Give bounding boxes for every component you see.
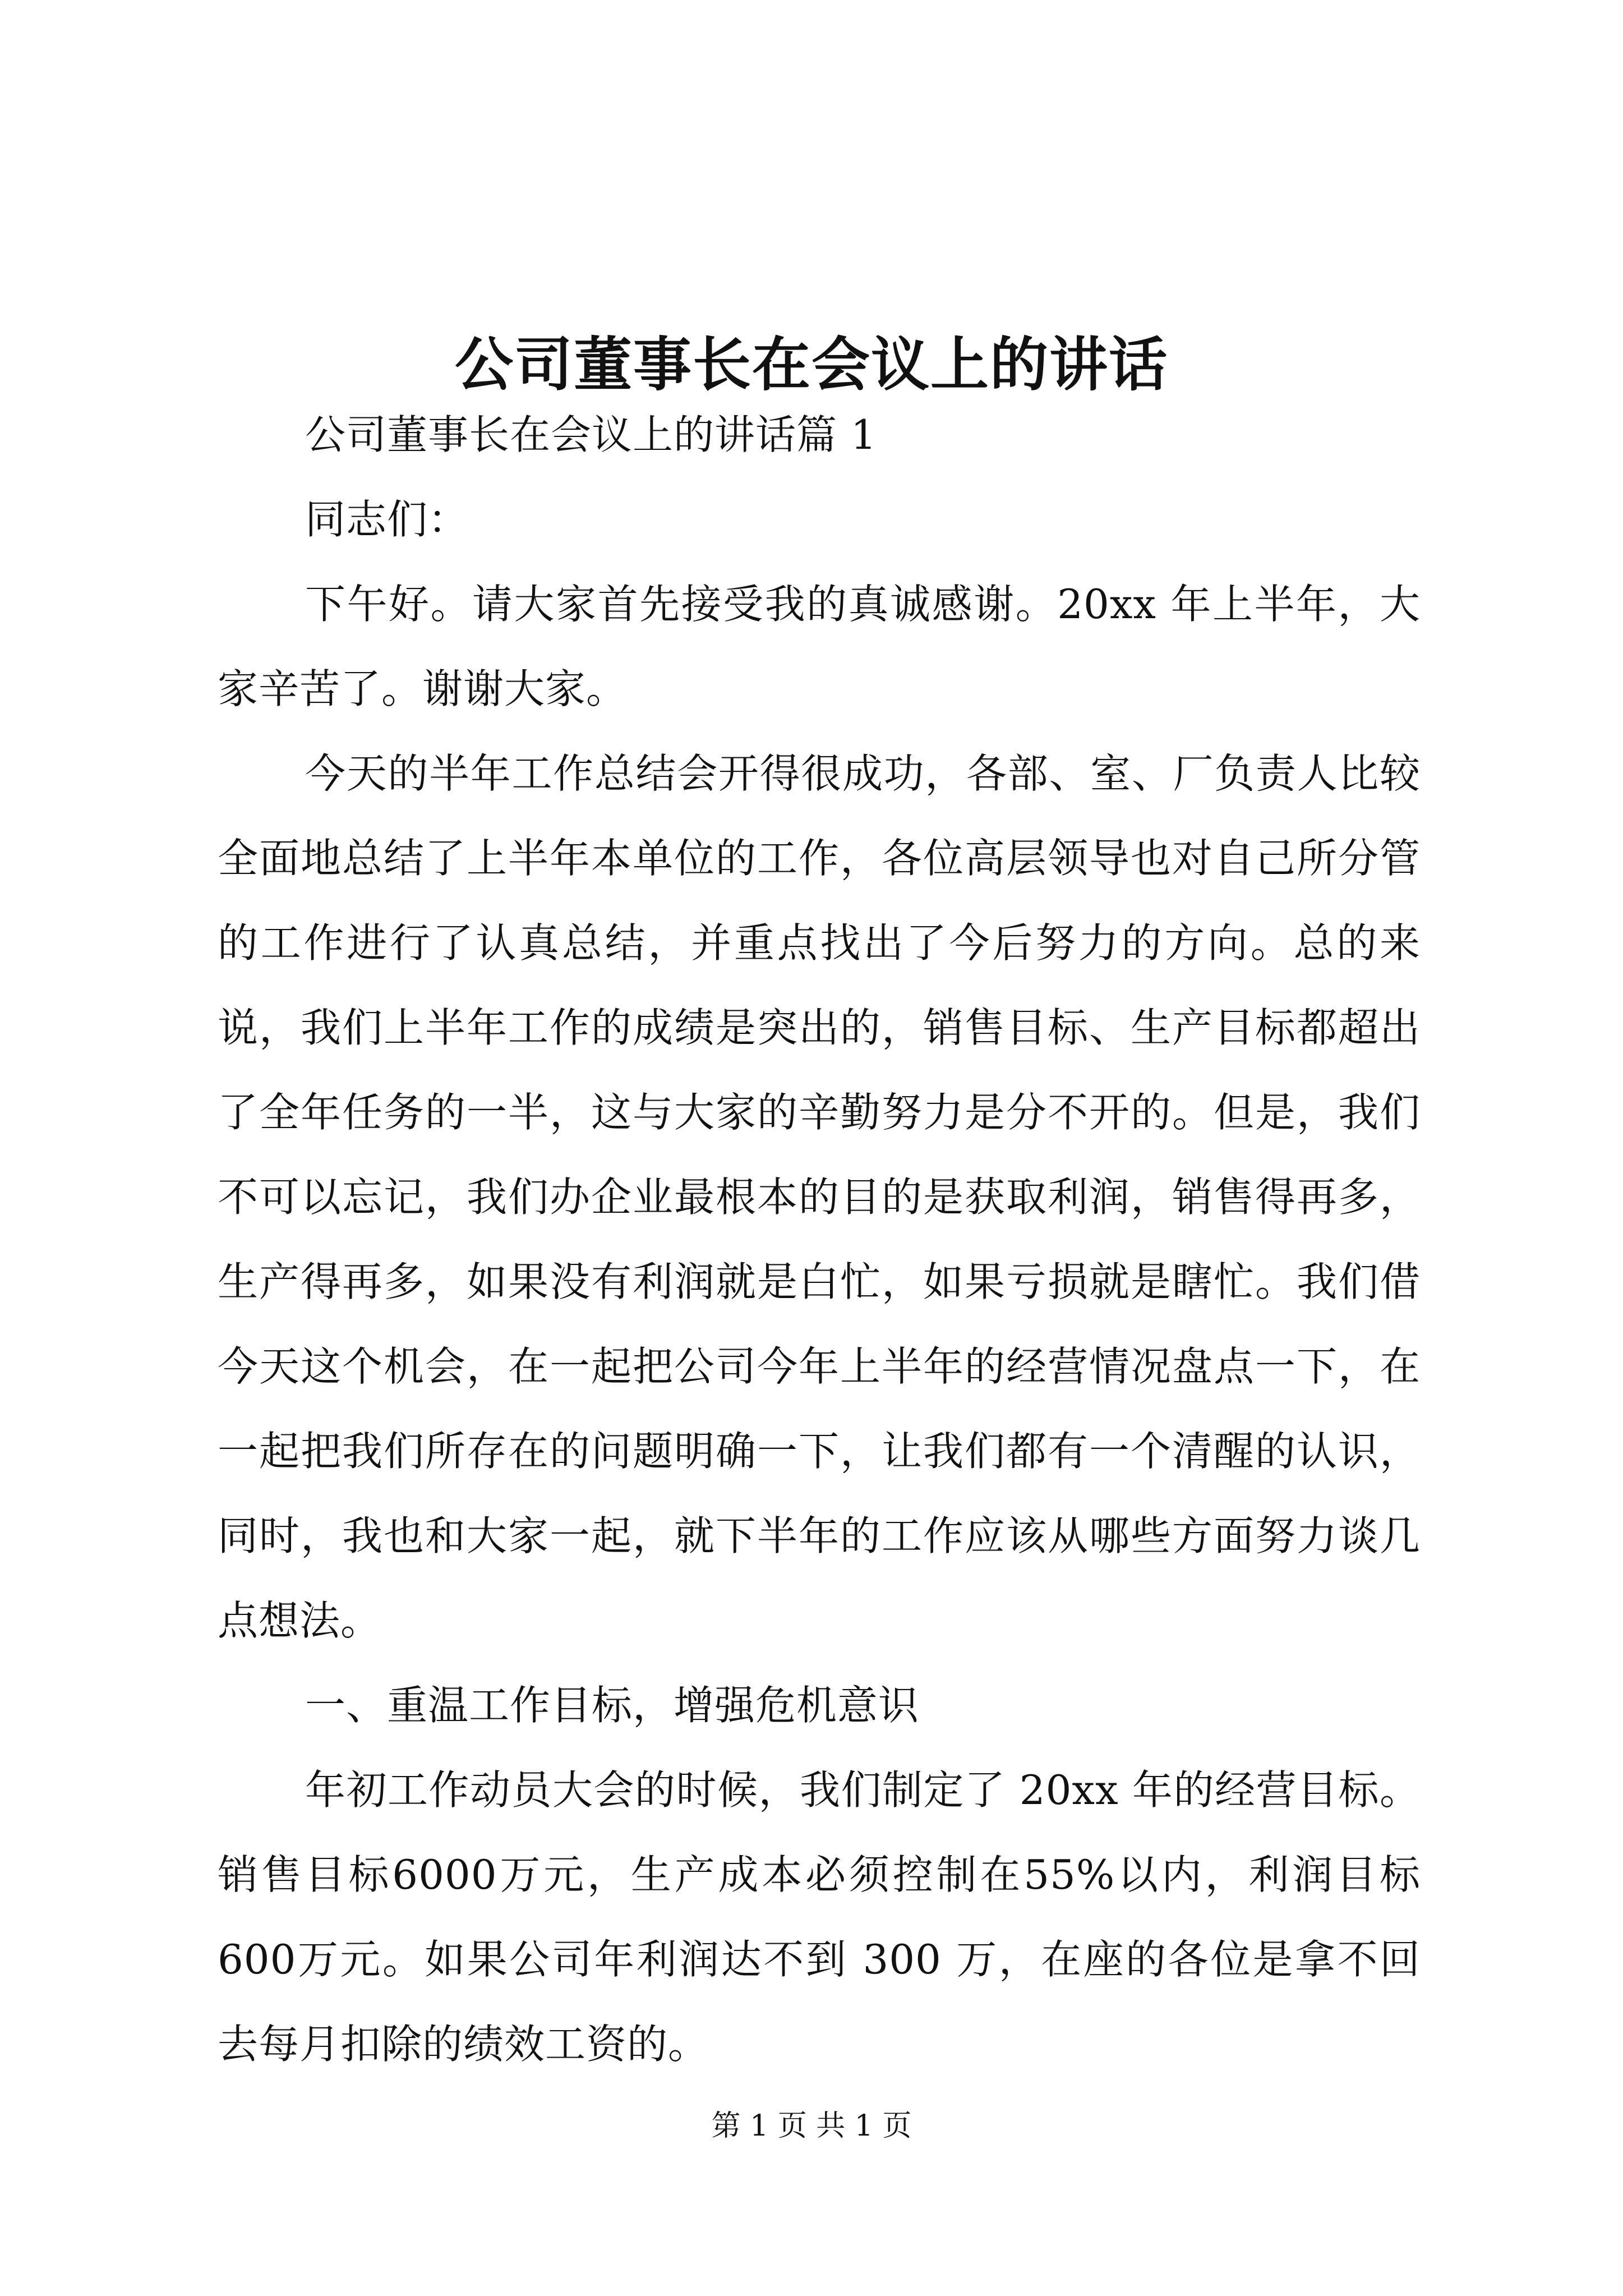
- paragraph-subtitle: 公司董事长在会议上的讲话篇 1: [305, 411, 877, 458]
- document-body: [218, 393, 1421, 2087]
- paragraph-greeting: 下午好。请大家首先接受我的真诚感谢。20xx 年上半年，大家辛苦了。谢谢大家。: [218, 581, 1421, 712]
- paragraph-summary: 今天的半年工作总结会开得很成功，各部、室、厂负责人比较全面地总结了上半年本单位的工作，各位高层领导也对自己所分管的工作进行了认真总结，并重点找出了今后努力的方向。总的来说，我们上半年工作的成绩是突出的，销售目标、生产目标都超出了全年任务的一半，这与大家的辛勤努力是分不开的。但是，我们不可以忘记，我们办企业最根本的目的是获取利润，销售得再多，生产得再多，如果没有利润就是白忙，如果亏损就是瞎忙。我们借今天这个机会，在一起把公司今年上半年的经营情况盘点一下，在一起把我们所存在的问题明确一下，让我们都有一个清醒的认识，同时，我也和大家一起，就下半年的工作应该从哪些方面努力谈几点想法。: [218, 750, 1421, 1644]
- document-title: 公司董事长在会议上的讲话: [454, 329, 1168, 399]
- page-footer: 第 1 页 共 1 页: [711, 2109, 912, 2143]
- section-heading-1: 一、重温工作目标，增强危机意识: [305, 1682, 920, 1729]
- paragraph-goals: 年初工作动员大会的时候，我们制定了 20xx 年的经营目标。销售目标6000万元，生产成本必须控制在55%以内，利润目标600万元。如果公司年利润达不到 300 万，在座的各位是拿不回去每月扣除的绩效工资的。: [218, 1766, 1421, 2068]
- paragraph-salutation: 同志们：: [305, 496, 469, 543]
